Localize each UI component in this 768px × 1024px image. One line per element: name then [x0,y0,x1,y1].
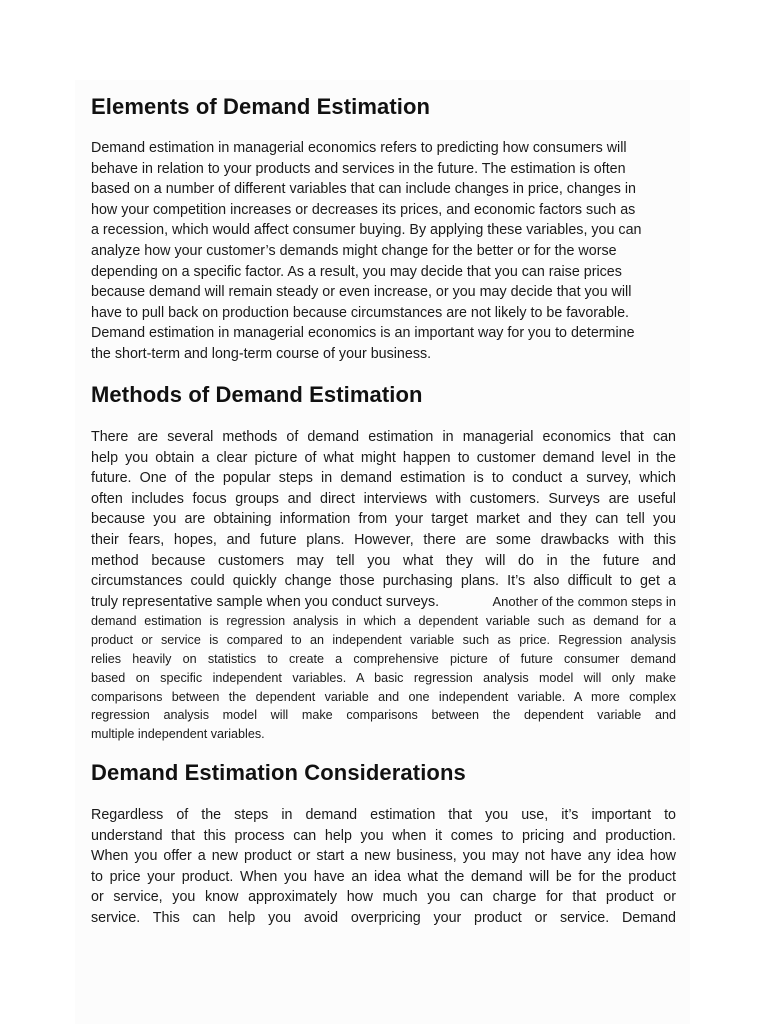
paragraph-elements [91,138,676,365]
text-line: analyze how your customer’s demands might change for the better or for the worse [91,242,617,259]
text-line: often includes focus groups and direct interviews with customers. Surveys are useful [91,490,676,507]
text-line: how your competition increases or decreases its prices, and economic factors such as [91,201,636,218]
heading-considerations: Demand Estimation Considerations [91,760,466,785]
paragraph-methods [91,427,676,744]
text-line: based on a number of different variables that can include changes in price, changes in [91,181,636,198]
text-line: Demand estimation in managerial economics is an important way for you to determine [91,325,635,342]
text-line: method because customers may tell you what they will do in the future and [91,552,676,569]
text-line: have to pull back on production because circumstances are not likely to be favorable. [91,304,630,321]
text-line: There are several methods of demand estimation in managerial economics that can [91,429,676,445]
text-line: future. One of the popular steps in demand estimation is to conduct a survey, which [91,470,676,487]
text-line: behave in relation to your products and services in the future. The estimation is often [91,160,626,177]
text-line: help you obtain a clear picture of what might happen to customer demand level in the [91,449,676,466]
text-line: regression analysis model will make comparisons between the dependent variable and [91,708,676,723]
paragraph-considerations [91,805,676,929]
text-line: based on specific independent variables. A basic regression analysis model will only make [91,670,676,685]
text-line: or service, you know approximately how much you can charge for that product or [91,889,676,906]
text-segment: Another of the common steps in [492,593,676,609]
heading-elements: Elements of Demand Estimation [91,94,431,119]
text-line-mixed [91,592,676,613]
text-line: the short-term and long-term course of your business. [91,345,432,362]
text-line: because demand will remain steady or even increase, or you may decide that you will [91,284,632,301]
text-segment: truly representative sample when you conduct surveys. [91,593,440,610]
text-line: Regardless of the steps in demand estimation that you use, it’s important to [91,807,676,823]
text-line: a recession, which would affect consumer buying. By applying these variables, you can [91,222,642,239]
text-line: demand estimation is regression analysis in which a dependent variable such as demand for a [91,614,676,629]
text-line: service. This can help you avoid overpricing your product or service. Demand [91,909,676,926]
text-line: Demand estimation in managerial economics refers to predicting how consumers will [91,140,627,156]
text-line: understand that this process can help you when it comes to pricing and production. [91,827,676,844]
text-line: to price your product. When you have an idea what the demand will be for the product [91,868,676,885]
text-line: their fears, hopes, and future plans. However, there are some drawbacks with this [91,531,676,548]
text-line: When you offer a new product or start a new business, you may not have any idea how [91,848,676,865]
text-line: circumstances could quickly change those purchasing plans. It’s also difficult to get a [91,573,676,590]
text-line: comparisons between the dependent variable and one independent variable. A more complex [91,689,676,704]
text-line: multiple independent variables. [91,727,265,742]
heading-methods: Methods of Demand Estimation [91,382,423,407]
text-line: depending on a specific factor. As a result, you may decide that you can raise prices [91,263,622,280]
text-line: relies heavily on statistics to create a comprehensive picture of future consumer demand [91,651,676,666]
text-line: product or service is compared to an independent variable such as price. Regression analysis [91,633,676,648]
text-line: because you are obtaining information from your target market and they can tell you [91,511,676,528]
